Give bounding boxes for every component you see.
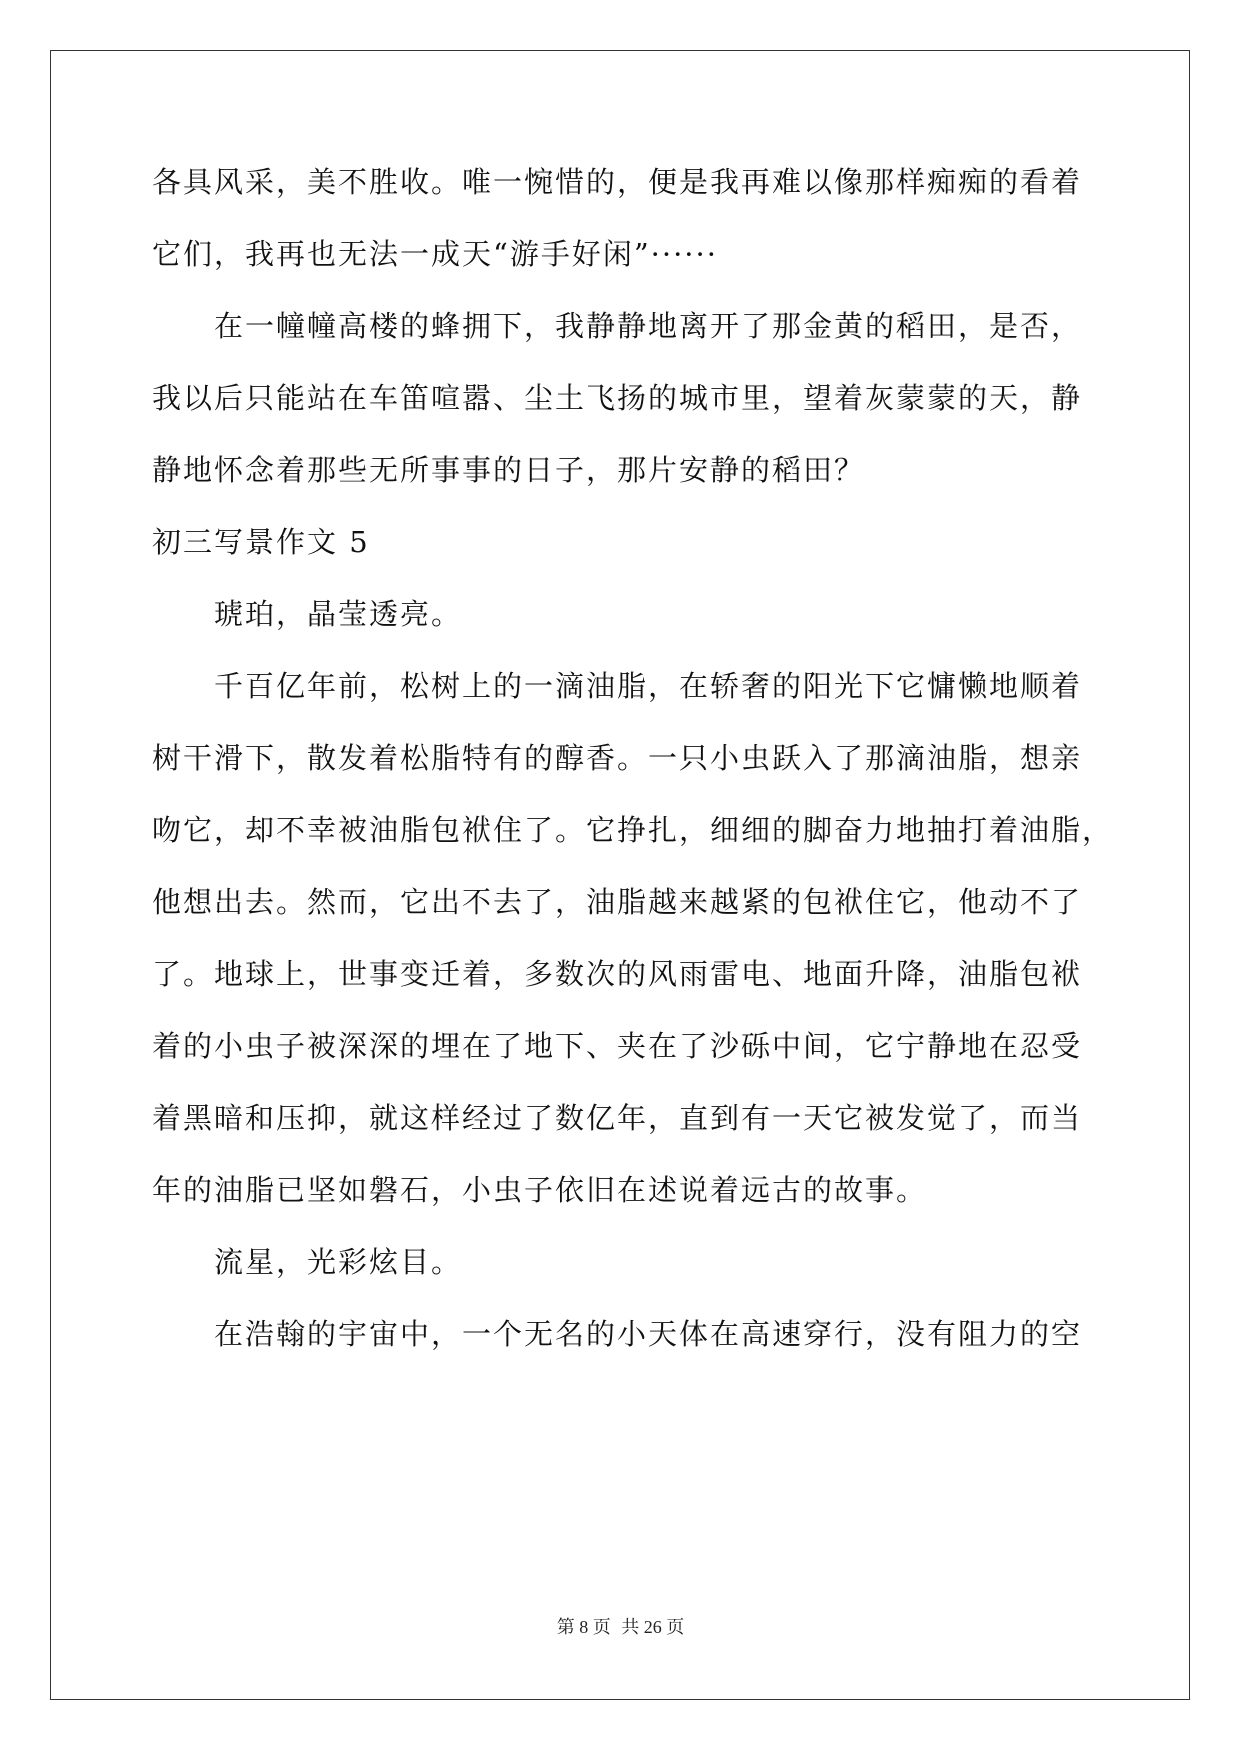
paragraph-line: 我以后只能站在车笛喧嚣、尘土飞扬的城市里，望着灰蒙蒙的天，静 — [152, 381, 1083, 415]
total-pages: 共 26 页 — [621, 1617, 685, 1637]
paragraph-line: 静地怀念着那些无所事事的日子，那片安静的稻田？ — [152, 453, 866, 487]
paragraph-line: 各具风采，美不胜收。唯一惋惜的，便是我再难以像那样痴痴的看着 — [152, 165, 1083, 199]
paragraph-line: 它们，我再也无法一成天“游手好闲”······ — [152, 237, 718, 271]
page-footer — [0, 1613, 1241, 1639]
paragraph-line: 在浩翰的宇宙中，一个无名的小天体在高速穿行，没有阻力的空 — [214, 1317, 1083, 1351]
paragraph-line: 他想出去。然而，它出不去了，油脂越来越紧的包袱住它，他动不了 — [152, 885, 1083, 919]
paragraph-line: 流星，光彩炫目。 — [214, 1245, 463, 1279]
paragraph-line: 吻它，却不幸被油脂包袱住了。它挣扎，细细的脚奋力地抽打着油脂， — [152, 813, 1114, 847]
paragraph-line: 着黑暗和压抑，就这样经过了数亿年，直到有一天它被发觉了，而当 — [152, 1101, 1083, 1135]
paragraph-line: 了。地球上，世事变迁着，多数次的风雨雷电、地面升降，油脂包袱 — [152, 957, 1083, 991]
paragraph-line: 年的油脂已坚如磐石，小虫子依旧在述说着远古的故事。 — [152, 1173, 928, 1207]
page-border — [50, 50, 1190, 1700]
section-title: 初三写景作文 5 — [152, 525, 370, 559]
paragraph-line: 着的小虫子被深深的埋在了地下、夹在了沙砾中间，它宁静地在忍受 — [152, 1029, 1083, 1063]
paragraph-line: 在一幢幢高楼的蜂拥下，我静静地离开了那金黄的稻田，是否， — [214, 309, 1083, 343]
paragraph-line: 树干滑下，散发着松脂特有的醇香。一只小虫跃入了那滴油脂，想亲 — [152, 741, 1083, 775]
paragraph-line: 琥珀，晶莹透亮。 — [214, 597, 463, 631]
paragraph-line: 千百亿年前，松树上的一滴油脂，在轿奢的阳光下它慵懒地顺着 — [214, 669, 1083, 703]
page-number: 第 8 页 — [556, 1617, 611, 1637]
